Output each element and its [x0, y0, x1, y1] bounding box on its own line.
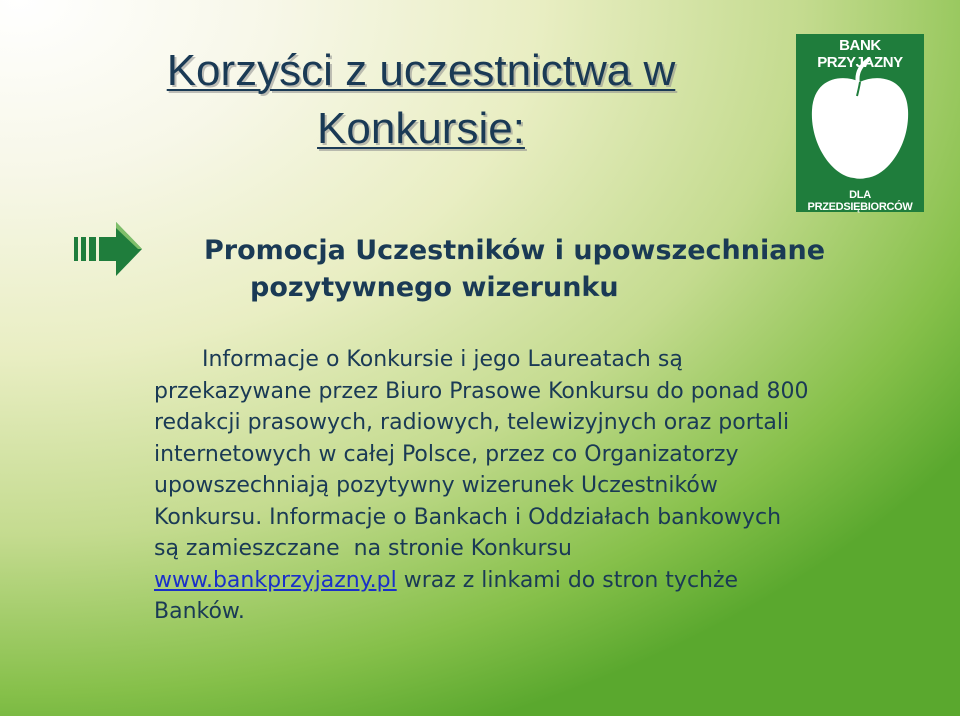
paragraph-line: redakcji prasowych, radiowych, telewizyjnych oraz portali	[154, 410, 790, 435]
slide-title-line2: Konkursie:	[317, 104, 525, 153]
paragraph-line-with-link	[154, 565, 944, 597]
website-link[interactable]: www.bankprzyjazny.pl	[154, 567, 397, 593]
paragraph-line: upowszechniają pozytywny wizerunek Uczestników	[154, 473, 718, 498]
section-heading-line1: Promocja Uczestników i upowszechniane	[204, 235, 825, 266]
slide-title	[96, 42, 746, 158]
paragraph-line: Konkursu. Informacje o Bankach i Oddziałach bankowych	[154, 504, 782, 530]
after-link-text: wraz z linkami do stron tychże	[396, 567, 739, 593]
paragraph-line: Informacje o Konkursie i jego Laureatach są	[202, 347, 683, 372]
logo-bottom-text: DLA PRZEDSIĘBIORCÓW	[807, 189, 913, 213]
apple-icon	[804, 58, 916, 186]
paragraph-line: Banków.	[154, 599, 245, 624]
bank-przyjazny-logo	[796, 34, 924, 212]
slide-title-line1: Korzyści z uczestnictwa w	[166, 46, 676, 95]
section-heading-line2: pozytywnego wizerunku	[250, 272, 619, 303]
section-heading	[204, 232, 944, 306]
body-paragraph	[154, 344, 944, 628]
arrow-right-icon	[72, 220, 144, 280]
paragraph-line: są zamieszczane na stronie Konkursu	[154, 536, 572, 561]
paragraph-line: przekazywane przez Biuro Prasowe Konkursu do ponad 800	[154, 378, 809, 404]
paragraph-line: internetowych w całej Polsce, przez co Organizatorzy	[154, 441, 739, 467]
logo-top-text: BANK PRZYJAZNY	[817, 37, 903, 71]
